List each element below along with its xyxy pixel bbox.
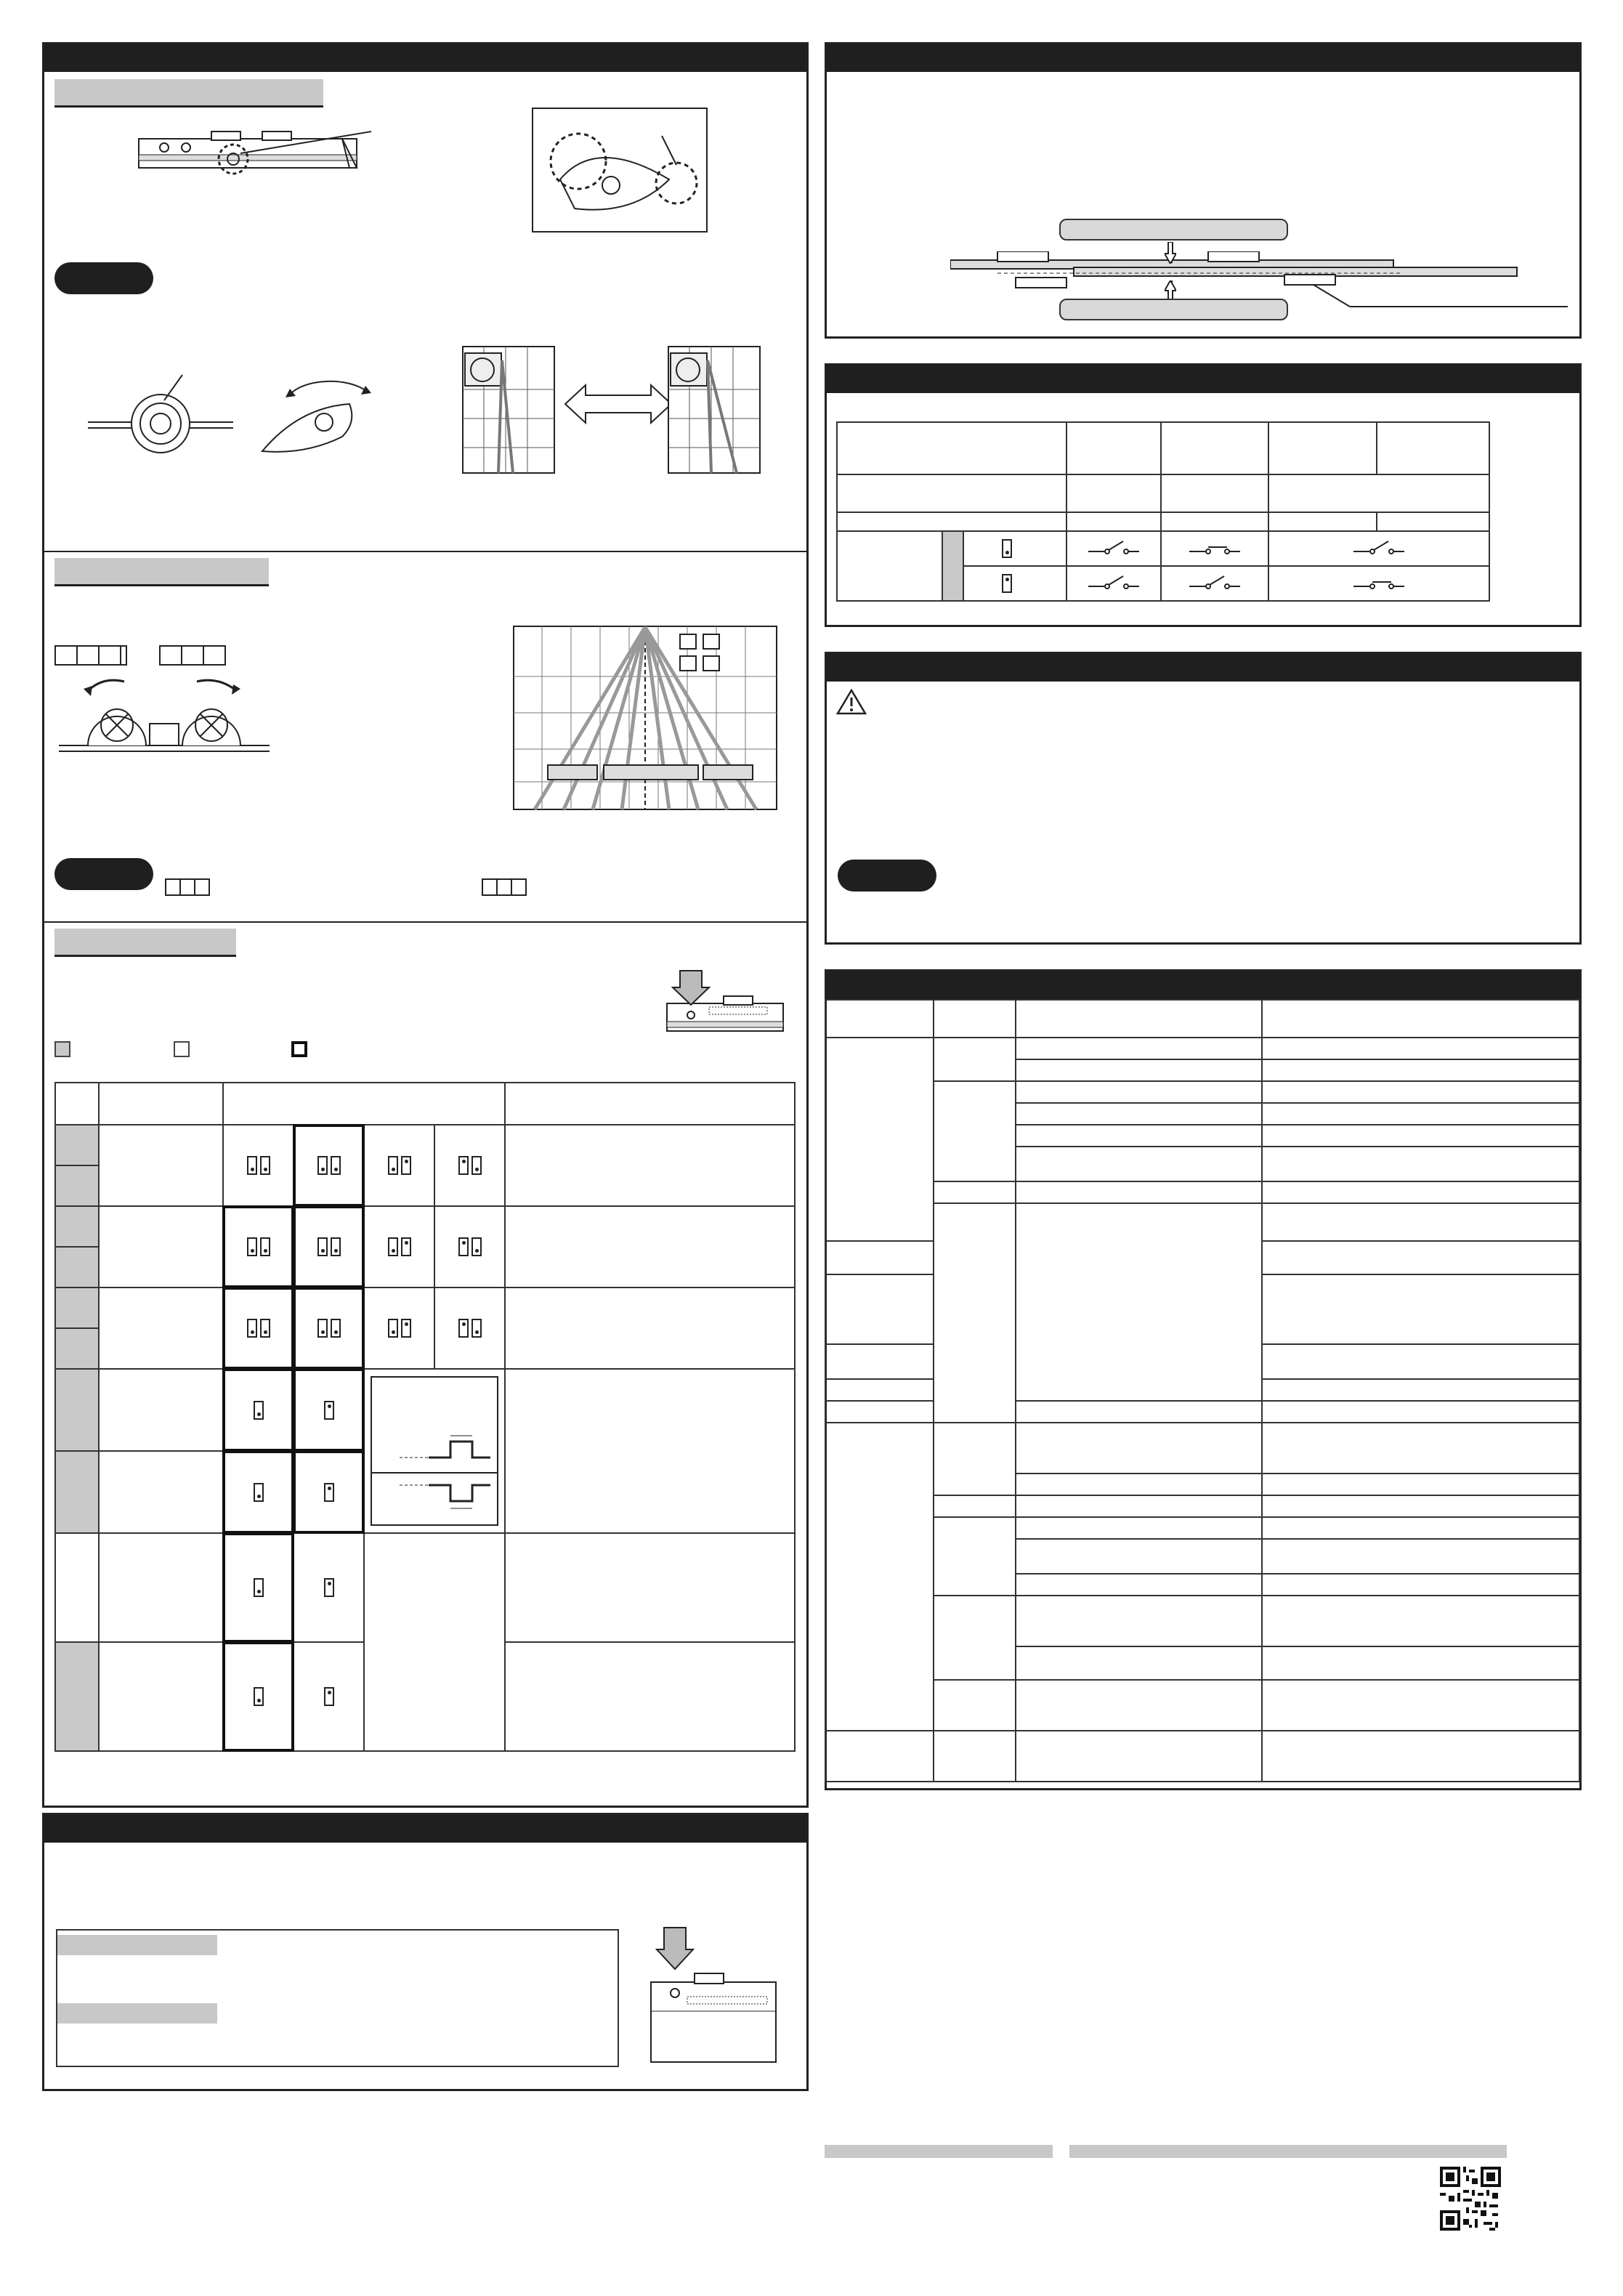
switch-dip	[317, 1156, 328, 1175]
dual-knob-illustration	[59, 673, 270, 767]
troubleshooting-table	[825, 999, 1582, 1782]
switch-dip	[317, 1319, 328, 1338]
knob-illustration	[88, 371, 233, 466]
switch-single	[254, 1578, 264, 1597]
switch-single	[324, 1483, 334, 1502]
section-c-band	[54, 929, 236, 957]
section-divider-2	[44, 921, 806, 923]
row-marker-3b	[55, 1328, 99, 1369]
detection-area-diagram	[513, 626, 778, 811]
adjuster-closeup-illustration	[531, 107, 709, 234]
footer-band-left	[825, 2145, 1053, 2158]
row-marker-1a	[55, 1125, 99, 1165]
row-marker-7	[55, 1642, 99, 1751]
caution-panel-header	[827, 654, 1579, 682]
row-marker-2b	[55, 1247, 99, 1288]
troubleshooting-panel	[825, 969, 1582, 1790]
switch-dip	[401, 1319, 411, 1338]
switch-dip	[247, 1319, 257, 1338]
mode-panel	[42, 1813, 809, 2091]
contact-closed-symbol	[1189, 538, 1240, 556]
switch-single	[324, 1578, 334, 1597]
switch-settings-table	[54, 1082, 796, 1752]
switch-location-illustration-2	[644, 1924, 782, 2066]
switch-dip	[247, 1237, 257, 1256]
mode-options-box	[56, 1929, 619, 2067]
row-marker-2a	[55, 1206, 99, 1247]
row-marker-4	[55, 1369, 99, 1451]
switch-single	[1002, 574, 1012, 593]
beam-angle-diagram-left	[462, 346, 556, 475]
legend-white-square	[174, 1041, 190, 1057]
switch-dip	[317, 1237, 328, 1256]
note-pill-2	[54, 858, 153, 890]
switch-dip	[401, 1156, 411, 1175]
switch-dip	[458, 1237, 469, 1256]
down-arrow-icon	[1165, 242, 1176, 264]
section-divider-1	[44, 551, 806, 552]
mounting-bar-top	[1059, 219, 1288, 240]
double-arrow-icon	[564, 382, 673, 426]
switch-dip	[388, 1156, 398, 1175]
mounting-bar-bottom	[1059, 299, 1288, 320]
switch-dip	[388, 1319, 398, 1338]
switch-single	[254, 1483, 264, 1502]
sensor-top-illustration	[131, 117, 379, 182]
switch-dip	[471, 1237, 482, 1256]
output-table	[836, 421, 1490, 602]
caution-panel	[825, 652, 1582, 945]
section-a-band	[54, 79, 323, 108]
output-panel-header	[827, 365, 1579, 393]
switch-dip	[458, 1319, 469, 1338]
switch-dip	[401, 1237, 411, 1256]
mode-panel-header	[44, 1815, 806, 1843]
switch-dip	[331, 1156, 341, 1175]
timing-diagram	[371, 1376, 498, 1526]
note-pill-1	[54, 262, 153, 294]
row-marker-1b	[55, 1165, 99, 1206]
switch-single	[1002, 539, 1012, 558]
switch-dip	[247, 1156, 257, 1175]
row-marker-3a	[55, 1288, 99, 1328]
switch-dip	[260, 1237, 270, 1256]
switch-single	[254, 1401, 264, 1420]
adjustment-panel	[42, 42, 809, 1808]
legend-shaded-square	[54, 1041, 70, 1057]
switch-single	[324, 1401, 334, 1420]
mounting-panel	[825, 42, 1582, 339]
troubleshooting-panel-header	[827, 971, 1579, 999]
note-pill-3	[838, 860, 936, 892]
switch-dip	[260, 1156, 270, 1175]
contact-closed-symbol	[1353, 573, 1404, 591]
beam-angle-diagram-right	[668, 346, 762, 475]
switch-dip	[388, 1237, 398, 1256]
section-b-band	[54, 558, 269, 586]
contact-open-symbol	[1189, 573, 1240, 591]
qr-code-icon	[1440, 2167, 1501, 2231]
switch-dip	[331, 1319, 341, 1338]
output-panel	[825, 363, 1582, 627]
mounting-panel-header	[827, 44, 1579, 72]
contact-open-symbol	[1088, 538, 1139, 556]
output-row-marker	[942, 531, 964, 601]
legend-bold-square	[291, 1041, 307, 1057]
mode-option-band-1	[57, 1935, 217, 1955]
rotate-tool-illustration	[240, 371, 386, 466]
switch-dip	[471, 1156, 482, 1175]
switch-single	[254, 1687, 264, 1706]
warning-triangle-icon	[836, 689, 867, 715]
switch-dip	[458, 1156, 469, 1175]
switch-location-illustration	[658, 967, 789, 1054]
contact-open-symbol	[1353, 538, 1404, 556]
switch-single	[324, 1687, 334, 1706]
mode-option-band-2	[57, 2003, 217, 2024]
contact-open-symbol	[1088, 573, 1139, 591]
footer-band-right	[1069, 2145, 1507, 2158]
adjustment-panel-header	[44, 44, 806, 72]
switch-dip	[471, 1319, 482, 1338]
switch-dip	[260, 1319, 270, 1338]
switch-dip	[331, 1237, 341, 1256]
row-marker-5	[55, 1451, 99, 1533]
